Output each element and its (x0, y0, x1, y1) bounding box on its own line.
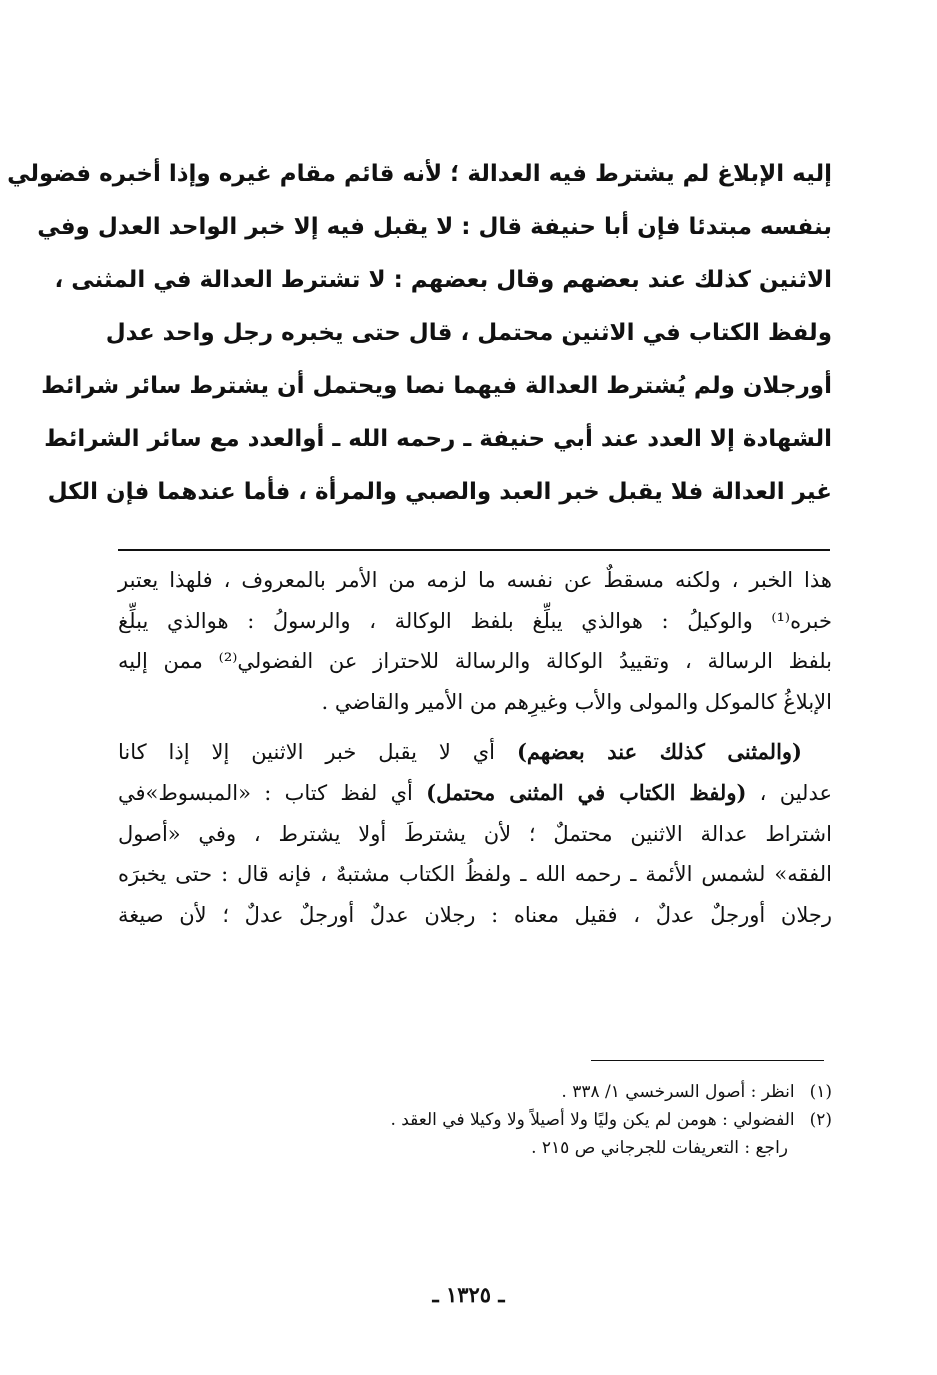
commentary-text: أي لا يقبل خبر الاثنين إلا إذا كانا (118, 740, 517, 765)
commentary-line: رجلان أورجلٌ عدلٌ ، فقيل معناه : رجلان عدلٌ أورجلٌ عدلٌ ؛ لأن صيغة (118, 902, 832, 927)
footnote-text: انظر : أصول السرخسي ١/ ٣٣٨ . (561, 1082, 795, 1102)
footnote-text: الفضولي : هومن لم يكن وليًا ولا أصيلاً ولا وكيلا في العقد . (390, 1110, 795, 1130)
commentary-text: أي لفظ كتاب : «المبسوط»في (118, 780, 427, 805)
commentary-line: هذا الخبر ، ولكنه مسقطٌ عن نفسه ما لزمه من الأمر بالمعروف ، فلهذا يعتبر (118, 568, 832, 592)
commentary-line: اشتراط عدالة الاثنين محتملٌ ؛ لأن يشترطَ أولا يشترط ، وفي «أصول (118, 821, 832, 846)
commentary-line: خبره⁽¹⁾ والوكيلُ : هوالذي يبلِّغ بلفظ الوكالة ، والرسولُ : هوالذي يبلِّغ (118, 608, 832, 633)
commentary-text: عدلين ، (746, 780, 833, 805)
main-text-line: بنفسه مبتدئا فإن أبا حنيفة قال : لا يقبل فيه إلا خبر الواحد العدل وفي (37, 214, 832, 240)
main-divider (118, 549, 830, 551)
footnote (118, 1106, 832, 1134)
commentary-line (118, 732, 832, 773)
main-text-line: إليه الإبلاغ لم يشترط فيه العدالة ؛ لأنه قائم مقام غيره وإذا أخبره فضولي (7, 161, 832, 187)
footnote-text: راجع : التعريفات للجرجاني ص ٢١٥ . (531, 1138, 788, 1158)
main-text-line: ولفظ الكتاب في الاثنين محتمل ، قال حتى يخبره رجل واحد عدل (105, 320, 832, 346)
main-text (7, 148, 832, 519)
quoted-matn: (ولفظ الكتاب في المثنى محتمل) (426, 779, 747, 805)
footnote-divider (591, 1060, 824, 1061)
footnotes (118, 1078, 832, 1162)
page-number: ـ ١٣٢٥ ـ (432, 1282, 505, 1307)
footnote-number: (١) (809, 1082, 832, 1102)
commentary-line: بلفظ الرسالة ، وتقييدُ الوكالة والرسالة للاحتراز عن الفضولي⁽²⁾ ممن إليه (118, 649, 832, 674)
main-text-line: أورجلان ولم يُشترط العدالة فيهما نصا ويحتمل أن يشترط سائر شرائط (41, 373, 832, 399)
main-text-line: غير العدالة فلا يقبل خبر العبد والصبي والمرأة ، فأما عندهما فإن الكل (47, 479, 832, 505)
commentary (118, 560, 832, 935)
footnote-number: (٢) (809, 1110, 832, 1130)
commentary-line: الفقه» لشمس الأئمة ـ رحمه الله ـ ولفظُ الكتاب مشتبهٌ ، فإنه قال : حتى يخبرَه (118, 862, 832, 887)
quoted-matn: (والمثنى كذلك عند بعضهم) (516, 739, 802, 765)
commentary-line: الإبلاغُ كالموكل والمولى والأب وغيرِهم من الأمير والقاضي . (321, 689, 832, 714)
main-text-line: الاثنين كذلك عند بعضهم وقال بعضهم : لا تشترط العدالة في المثنى ، (54, 267, 832, 293)
commentary-line (118, 773, 832, 814)
footnote (118, 1078, 832, 1106)
footnote (118, 1134, 832, 1162)
main-text-line: الشهادة إلا العدد عند أبي حنيفة ـ رحمه الله ـ أوالعدد مع سائر الشرائط (44, 426, 832, 452)
